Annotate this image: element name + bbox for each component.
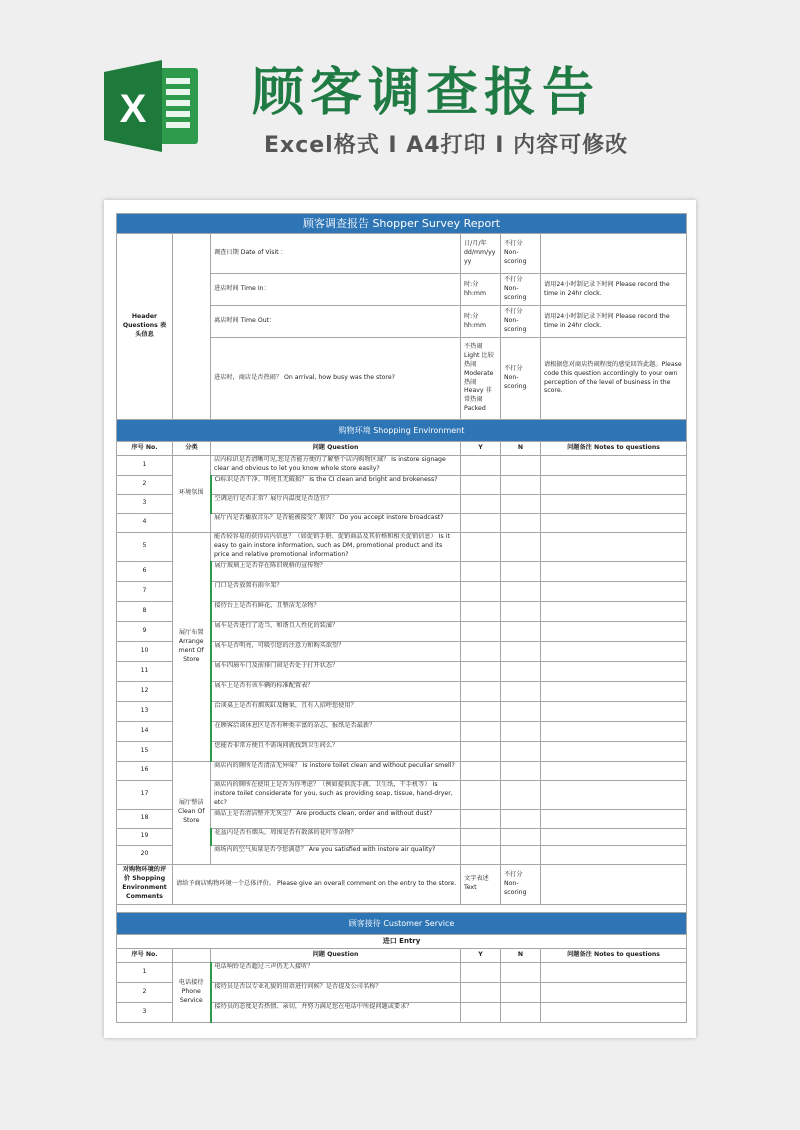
table-row: 12 展车上是否有该车辆的标准配置表？ [117,681,687,701]
header-question: 进店时间 Time In： [211,274,461,306]
question-cell: 商品上是否清洁整齐无灰尘？ Are products clean, order and without dust? [211,809,461,828]
column-header-row [117,442,687,456]
question-cell: 接待员的态度是否热情、亲切，并努力满足您在电话中所提问题或要求？ [211,1002,461,1022]
banner-subtitle: Excel格式 I A4打印 I 内容可修改 [264,133,629,158]
header-note: 请根据您对商店热闹程度的感觉回答此题。Please code this question accordingly to your own perception of the level of business in the score. [541,338,687,420]
table-row: 8 接待台上是否有鲜花，且整洁无杂物？ [117,601,687,621]
col-y: Y [461,442,501,456]
notes-cell[interactable] [541,513,687,532]
table-row: 3 接待员的态度是否热情、亲切，并努力满足您在电话中所提问题或要求？ [117,1002,687,1022]
answer-y[interactable] [461,621,501,641]
survey-table [116,213,687,1023]
question-cell: 展厅玻璃上是否存在陈旧规格的宣传物？ [211,561,461,581]
col-notes: 问题备注 Notes to questions [541,442,687,456]
answer-n[interactable] [501,581,541,601]
header-format[interactable]: 时:分 hh:mm [461,274,501,306]
question-cell: 洽谈桌上是否有烟灰缸及糖果，且有人招呼您使用？ [211,701,461,721]
table-row: 14 在顾客洽谈休息区是否有种类丰富的杂志，报纸是否最新？ [117,721,687,741]
table-row: 10 展车是否明亮，可吸引您的注意力和购买欲望？ [117,641,687,661]
answer-n[interactable] [501,721,541,741]
table-row: 6 展厅玻璃上是否存在陈旧规格的宣传物？ [117,561,687,581]
answer-n[interactable] [501,741,541,761]
notes-cell[interactable] [541,982,687,1002]
header-scoring: 不打分 Non-scoring [501,234,541,274]
table-row: 2 CI标识是否干净、明亮且无破损？ Is the CI clean and bright and brokeness? [117,475,687,494]
answer-y[interactable] [461,701,501,721]
answer-y[interactable] [461,456,501,476]
section-customer-service: 顾客接待 Customer Service [117,912,687,934]
answer-y[interactable] [461,494,501,513]
answer-n[interactable] [501,809,541,828]
table-row: 1 环境氛围 店内标识是否清晰可见,您是否能方便的了解整个店内购物区域？ Is instore signage clear and obvious to let you know whole store easily? [117,456,687,476]
answer-y[interactable] [461,681,501,701]
col-category: 分类 [173,442,211,456]
answer-y[interactable] [461,661,501,681]
section-shopping-environment: 购物环境 Shopping Environment [117,420,687,442]
answer-n[interactable] [501,513,541,532]
header-format[interactable]: 不热闹 Light 比较热闹 Moderate 热闹 Heavy 非常热闹 Packed [461,338,501,420]
question-cell: CI标识是否干净、明亮且无破损？ Is the CI clean and bright and brokeness? [211,475,461,494]
answer-n[interactable] [501,475,541,494]
answer-y[interactable] [461,581,501,601]
answer-y[interactable] [461,721,501,741]
notes-cell[interactable] [541,809,687,828]
answer-y[interactable] [461,780,501,809]
notes-cell[interactable] [541,721,687,741]
excel-icon [104,60,202,152]
answer-n[interactable] [501,494,541,513]
header-format[interactable]: 时:分 hh:mm [461,306,501,338]
answer-n[interactable] [501,962,541,982]
answer-y[interactable] [461,761,501,780]
notes-cell[interactable] [541,581,687,601]
col-no: 序号 No. [117,442,173,456]
col-question: 问题 Question [211,442,461,456]
answer-y[interactable] [461,1002,501,1022]
comment-format[interactable]: 文字表述 Text [461,864,501,904]
notes-cell[interactable] [541,780,687,809]
header-question: 进店时，商店是否热闹？ On arrival, how busy was the store? [211,338,461,420]
notes-cell[interactable] [541,741,687,761]
banner-title: 顾客调查报告 [252,63,601,123]
answer-y[interactable] [461,828,501,845]
question-cell: 空调运行是否正常？展厅内温度是否适宜？ [211,494,461,513]
table-row: 15 您能否非常方便且不需询问就找到卫生间么？ [117,741,687,761]
table-row: 9 展车是否进行了适当、和谐且人性化的装潢？ [117,621,687,641]
report-sheet [104,200,696,1038]
logo-letter: X [119,87,147,131]
question-cell: 电话响铃是否超过三声仍无人接听？ [211,962,461,982]
comment-label: 对购物环境的评价 Shopping Environment Comments [117,864,173,904]
answer-n[interactable] [501,601,541,621]
question-cell: 能否较容易的获得店内信息？（如促销手册、促销商品及其价格和相关促销信息） Is it easy to gain instore information, such as DM, promotional product and its price and relative promotional information? [211,532,461,561]
question-cell: 花盆内是否有烟头，周围是否有散落的花叶等杂物？ [211,828,461,845]
header-scoring: 不打分 Non-scoring [501,338,541,420]
notes-cell[interactable] [541,532,687,561]
question-cell: 接待员是否以专业礼貌的用语进行问候？是否提及公司名称？ [211,982,461,1002]
notes-cell[interactable] [541,641,687,661]
answer-y[interactable] [461,962,501,982]
answer-y[interactable] [461,641,501,661]
notes-cell[interactable] [541,456,687,476]
column-header-row [117,948,687,962]
answer-y[interactable] [461,601,501,621]
answer-y[interactable] [461,809,501,828]
header-scoring: 不打分 Non-scoring [501,306,541,338]
answer-n[interactable] [501,661,541,681]
category-clean: 展厅整洁 Clean Of Store [173,761,211,864]
answer-n[interactable] [501,780,541,809]
question-cell: 展厅内是否播放音乐？是否能被接受？原因？ Do you accept instore broadcast? [211,513,461,532]
category-phone-service: 电话接待 Phone Service [173,962,211,1022]
notes-cell[interactable] [541,661,687,681]
answer-n[interactable] [501,456,541,476]
notes-cell[interactable] [541,561,687,581]
question-cell: 展车上是否有该车辆的标准配置表？ [211,681,461,701]
question-cell: 您能否非常方便且不需询问就找到卫生间么？ [211,741,461,761]
answer-n[interactable] [501,845,541,864]
category-environment: 环境氛围 [173,456,211,533]
answer-y[interactable] [461,532,501,561]
answer-n[interactable] [501,641,541,661]
header-question: 调查日期 Date of Visit ： [211,234,461,274]
table-row: 11 展车四扇车门及前排门窗是否处于打开状态？ [117,661,687,681]
notes-cell[interactable] [541,761,687,780]
question-cell: 商店内的厕所是否清洁无异味？ Is instore toilet clean and without peculiar smell? [211,761,461,780]
answer-y[interactable] [461,982,501,1002]
header-note: 请用24小时制记录下时间 Please record the time in 24hr clock. [541,274,687,306]
notes-cell[interactable] [541,962,687,982]
subsection-entry: 进口 Entry [117,934,687,948]
col-notes: 问题备注 Notes to questions [541,948,687,962]
notes-cell[interactable] [541,864,687,904]
header-note [541,234,687,274]
answer-y[interactable] [461,561,501,581]
col-n: N [501,442,541,456]
header-questions-label: Header Questions 表头信息 [117,234,173,420]
answer-n[interactable] [501,1002,541,1022]
comment-scoring: 不打分 Non-scoring [501,864,541,904]
question-cell: 接待台上是否有鲜花，且整洁无杂物？ [211,601,461,621]
answer-y[interactable] [461,845,501,864]
answer-y[interactable] [461,741,501,761]
header-format[interactable]: 日/月/年 dd/mm/yyyy [461,234,501,274]
notes-cell[interactable] [541,601,687,621]
notes-cell[interactable] [541,475,687,494]
answer-n[interactable] [501,982,541,1002]
comment-question: 请给予商店购物环境一个总体评价。 Please give an overall comment on the entry to the store. [173,864,461,904]
question-cell: 展车四扇车门及前排门窗是否处于打开状态？ [211,661,461,681]
question-cell: 在顾客洽谈休息区是否有种类丰富的杂志，报纸是否最新？ [211,721,461,741]
table-row: 1 电话接待 Phone Service 电话响铃是否超过三声仍无人接听？ [117,962,687,982]
question-cell: 店内标识是否清晰可见,您是否能方便的了解整个店内购物区域？ Is instore signage clear and obvious to let you know whole store easily? [211,456,461,476]
header-scoring: 不打分 Non-scoring [501,274,541,306]
question-cell: 商店内的厕所在使用上是否为你考虑？（例如提供洗手液、卫生纸，干手机等） Is instore toilet considerate for you, such as providing soap, tissue, hand-dryer, etc? [211,780,461,809]
answer-n[interactable] [501,701,541,721]
answer-n[interactable] [501,828,541,845]
notes-cell[interactable] [541,1002,687,1022]
col-category [173,948,211,962]
table-row: 18 商品上是否清洁整齐无灰尘？ Are products clean, order and without dust? [117,809,687,828]
notes-cell[interactable] [541,828,687,845]
header-note: 请用24小时制记录下时间 Please record the time in 24hr clock. [541,306,687,338]
table-row: 16 展厅整洁 Clean Of Store 商店内的厕所是否清洁无异味？ Is instore toilet clean and without peculiar smell? [117,761,687,780]
question-cell: 展车是否进行了适当、和谐且人性化的装潢？ [211,621,461,641]
question-cell: 门口是否放置有雨伞架？ [211,581,461,601]
answer-y[interactable] [461,475,501,494]
answer-y[interactable] [461,513,501,532]
table-row: 2 接待员是否以专业礼貌的用语进行问候？是否提及公司名称？ [117,982,687,1002]
table-row: 4 展厅内是否播放音乐？是否能被接受？原因？ Do you accept instore broadcast? [117,513,687,532]
notes-cell[interactable] [541,494,687,513]
category-arrangement: 展厅布置 Arrangement Of Store [173,532,211,761]
report-title: 顾客调查报告 Shopper Survey Report [117,214,687,234]
question-cell: 展车是否明亮，可吸引您的注意力和购买欲望？ [211,641,461,661]
answer-n[interactable] [501,761,541,780]
notes-cell[interactable] [541,845,687,864]
table-row: 17 商店内的厕所在使用上是否为你考虑？（例如提供洗手液、卫生纸，干手机等） Is instore toilet considerate for you, such as providing soap, tissue, hand-dryer, etc? [117,780,687,809]
table-row: 20 商场内的空气质量是否令您满意？ Are you satisfied with instore air quality? [117,845,687,864]
table-row: 7 门口是否放置有雨伞架？ [117,581,687,601]
table-row: 3 空调运行是否正常？展厅内温度是否适宜？ [117,494,687,513]
table-row: 5 展厅布置 Arrangement Of Store 能否较容易的获得店内信息？（如促销手册、促销商品及其价格和相关促销信息） Is it easy to gain instore information, such as DM, promotional product and its price and relative promotional information? [117,532,687,561]
col-no: 序号 No. [117,948,173,962]
table-row: 13 洽谈桌上是否有烟灰缸及糖果，且有人招呼您使用？ [117,701,687,721]
answer-n[interactable] [501,561,541,581]
col-question: 问题 Question [211,948,461,962]
answer-n[interactable] [501,532,541,561]
col-y: Y [461,948,501,962]
header-question: 离店时间 Time Out： [211,306,461,338]
notes-cell[interactable] [541,621,687,641]
table-row: 19 花盆内是否有烟头，周围是否有散落的花叶等杂物？ [117,828,687,845]
answer-n[interactable] [501,621,541,641]
comment-row [117,864,687,904]
notes-cell[interactable] [541,681,687,701]
answer-n[interactable] [501,681,541,701]
question-cell: 商场内的空气质量是否令您满意？ Are you satisfied with instore air quality? [211,845,461,864]
notes-cell[interactable] [541,701,687,721]
col-n: N [501,948,541,962]
